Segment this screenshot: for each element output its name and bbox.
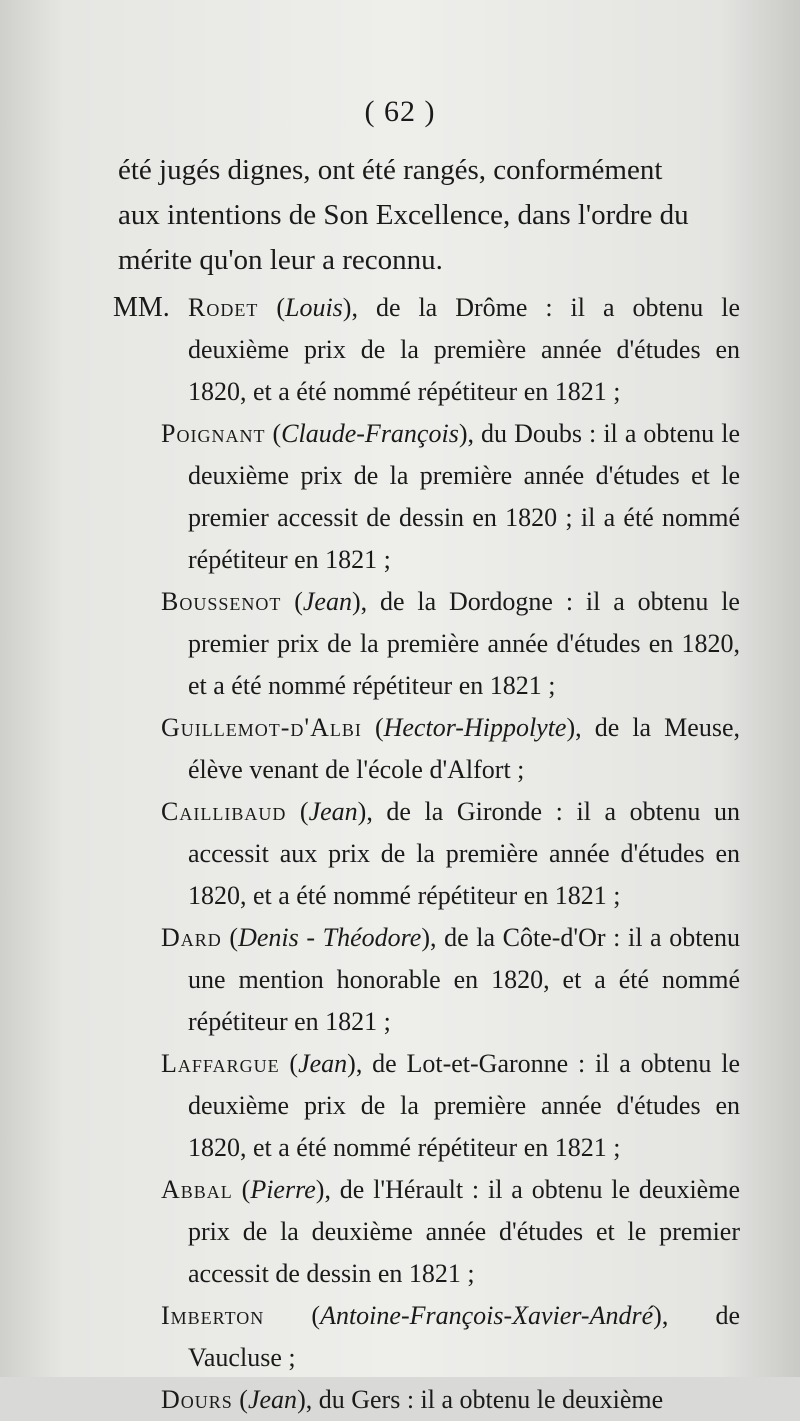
surname: Imberton <box>161 1301 265 1330</box>
given-name: Antoine-François-Xavier-André <box>320 1301 654 1330</box>
given-name: Pierre <box>250 1175 316 1204</box>
list-prefix: MM. <box>113 292 170 323</box>
surname: Boussenot <box>161 587 282 616</box>
intro-line: mérite qu'on leur a reconnu. <box>118 244 443 276</box>
list-item: Dours (Jean), du Gers : il a obtenu le deuxième <box>161 1385 664 1414</box>
list-item: Boussenot (Jean), de la Dordogne : il a obtenu le premier prix de la première année d'études en 1820, et a été nommé répétiteur en 1821 ; <box>161 587 740 700</box>
intro-line: été jugés dignes, ont été rangés, conformément <box>118 154 663 186</box>
given-name: Jean <box>298 1049 348 1078</box>
given-name: Claude-François <box>281 419 459 448</box>
entry-text: , de la Meuse, élève venant de l'école d'Alfort ; <box>188 713 740 784</box>
list-item: Dard (Denis - Théodore), de la Côte-d'Or : il a obtenu une mention honorable en 1820, et a été nommé répétiteur en 1821 ; <box>161 923 740 1036</box>
given-name: Hector-Hippolyte <box>383 713 567 742</box>
entry-text: , de la Drôme : il a obtenu le deuxième prix de la première année d'études en 1820, et a été nommé répétiteur en 1821 ; <box>188 293 740 406</box>
list-item: Poignant (Claude-François), du Doubs : il a obtenu le deuxième prix de la première année d'études et le premier accessit de dessin en 1820 ; il a été nommé répétiteur en 1821 ; <box>161 419 740 574</box>
entry-text: , du Doubs : il a obtenu le deuxième prix de la première année d'études et le premier accessit de dessin en 1820 ; il a été nommé répétiteur en 1821 ; <box>188 419 740 574</box>
given-name: Jean <box>308 797 358 826</box>
given-name: Jean <box>247 1385 298 1414</box>
entry-text: , de Vaucluse ; <box>188 1301 740 1372</box>
given-name: Jean <box>302 587 352 616</box>
list-item: Imberton (Antoine-François-Xavier-André), de Vaucluse ; <box>161 1301 740 1372</box>
entry-text: , de la Gironde : il a obtenu un accessit aux prix de la première année d'études en 1820, et a été nommé répétiteur en 1821 ; <box>188 797 740 910</box>
entry-text: , de Lot-et-Garonne : il a obtenu le deuxième prix de la première année d'études en 1820, et a été nommé répétiteur en 1821 ; <box>188 1049 740 1162</box>
entry-text: , de la Côte-d'Or : il a obtenu une mention honorable en 1820, et a été nommé répétiteur en 1821 ; <box>188 923 740 1036</box>
list-item: MM. Rodet (Louis), de la Drôme : il a obtenu le deuxième prix de la première année d'études en 1820, et a été nommé répétiteur en 1821 ; <box>188 287 740 413</box>
surname: Rodet <box>188 293 259 322</box>
list-item: Guillemot-d'Albi (Hector-Hippolyte), de la Meuse, élève venant de l'école d'Alfort ; <box>161 713 740 784</box>
page-number: ( 62 ) <box>364 95 436 128</box>
list-item: Caillibaud (Jean), de la Gironde : il a obtenu un accessit aux prix de la première année d'études en 1820, et a été nommé répétiteur en 1821 ; <box>161 797 740 910</box>
surname: Caillibaud <box>161 797 287 826</box>
entry-text: , de l'Hérault : il a obtenu le deuxième prix de la deuxième année d'études et le premier accessit de dessin en 1821 ; <box>188 1175 740 1288</box>
surname: Poignant <box>161 419 266 448</box>
list-item: Abbal (Pierre), de l'Hérault : il a obtenu le deuxième prix de la deuxième année d'études et le premier accessit de dessin en 1821 ; <box>161 1175 740 1288</box>
given-name: Louis <box>284 293 343 322</box>
given-name: Denis - Théodore <box>238 923 422 952</box>
surname: Guillemot-d'Albi <box>161 713 362 742</box>
surname: Dours <box>161 1385 233 1414</box>
intro-line: aux intentions de Son Excellence, dans l'ordre du <box>118 199 689 231</box>
list-item: Laffargue (Jean), de Lot-et-Garonne : il a obtenu le deuxième prix de la première année d'études en 1820, et a été nommé répétiteur en 1821 ; <box>161 1049 740 1162</box>
student-list <box>0 287 800 1421</box>
surname: Dard <box>161 923 222 952</box>
entry-text: , de la Dordogne : il a obtenu le premier prix de la première année d'études en 1820, et a été nommé répétiteur en 1821 ; <box>188 587 740 700</box>
surname: Laffargue <box>161 1049 280 1078</box>
surname: Abbal <box>161 1175 233 1204</box>
intro-paragraph <box>118 148 738 283</box>
entry-text: , du Gers : il a obtenu le deuxième <box>305 1385 664 1414</box>
